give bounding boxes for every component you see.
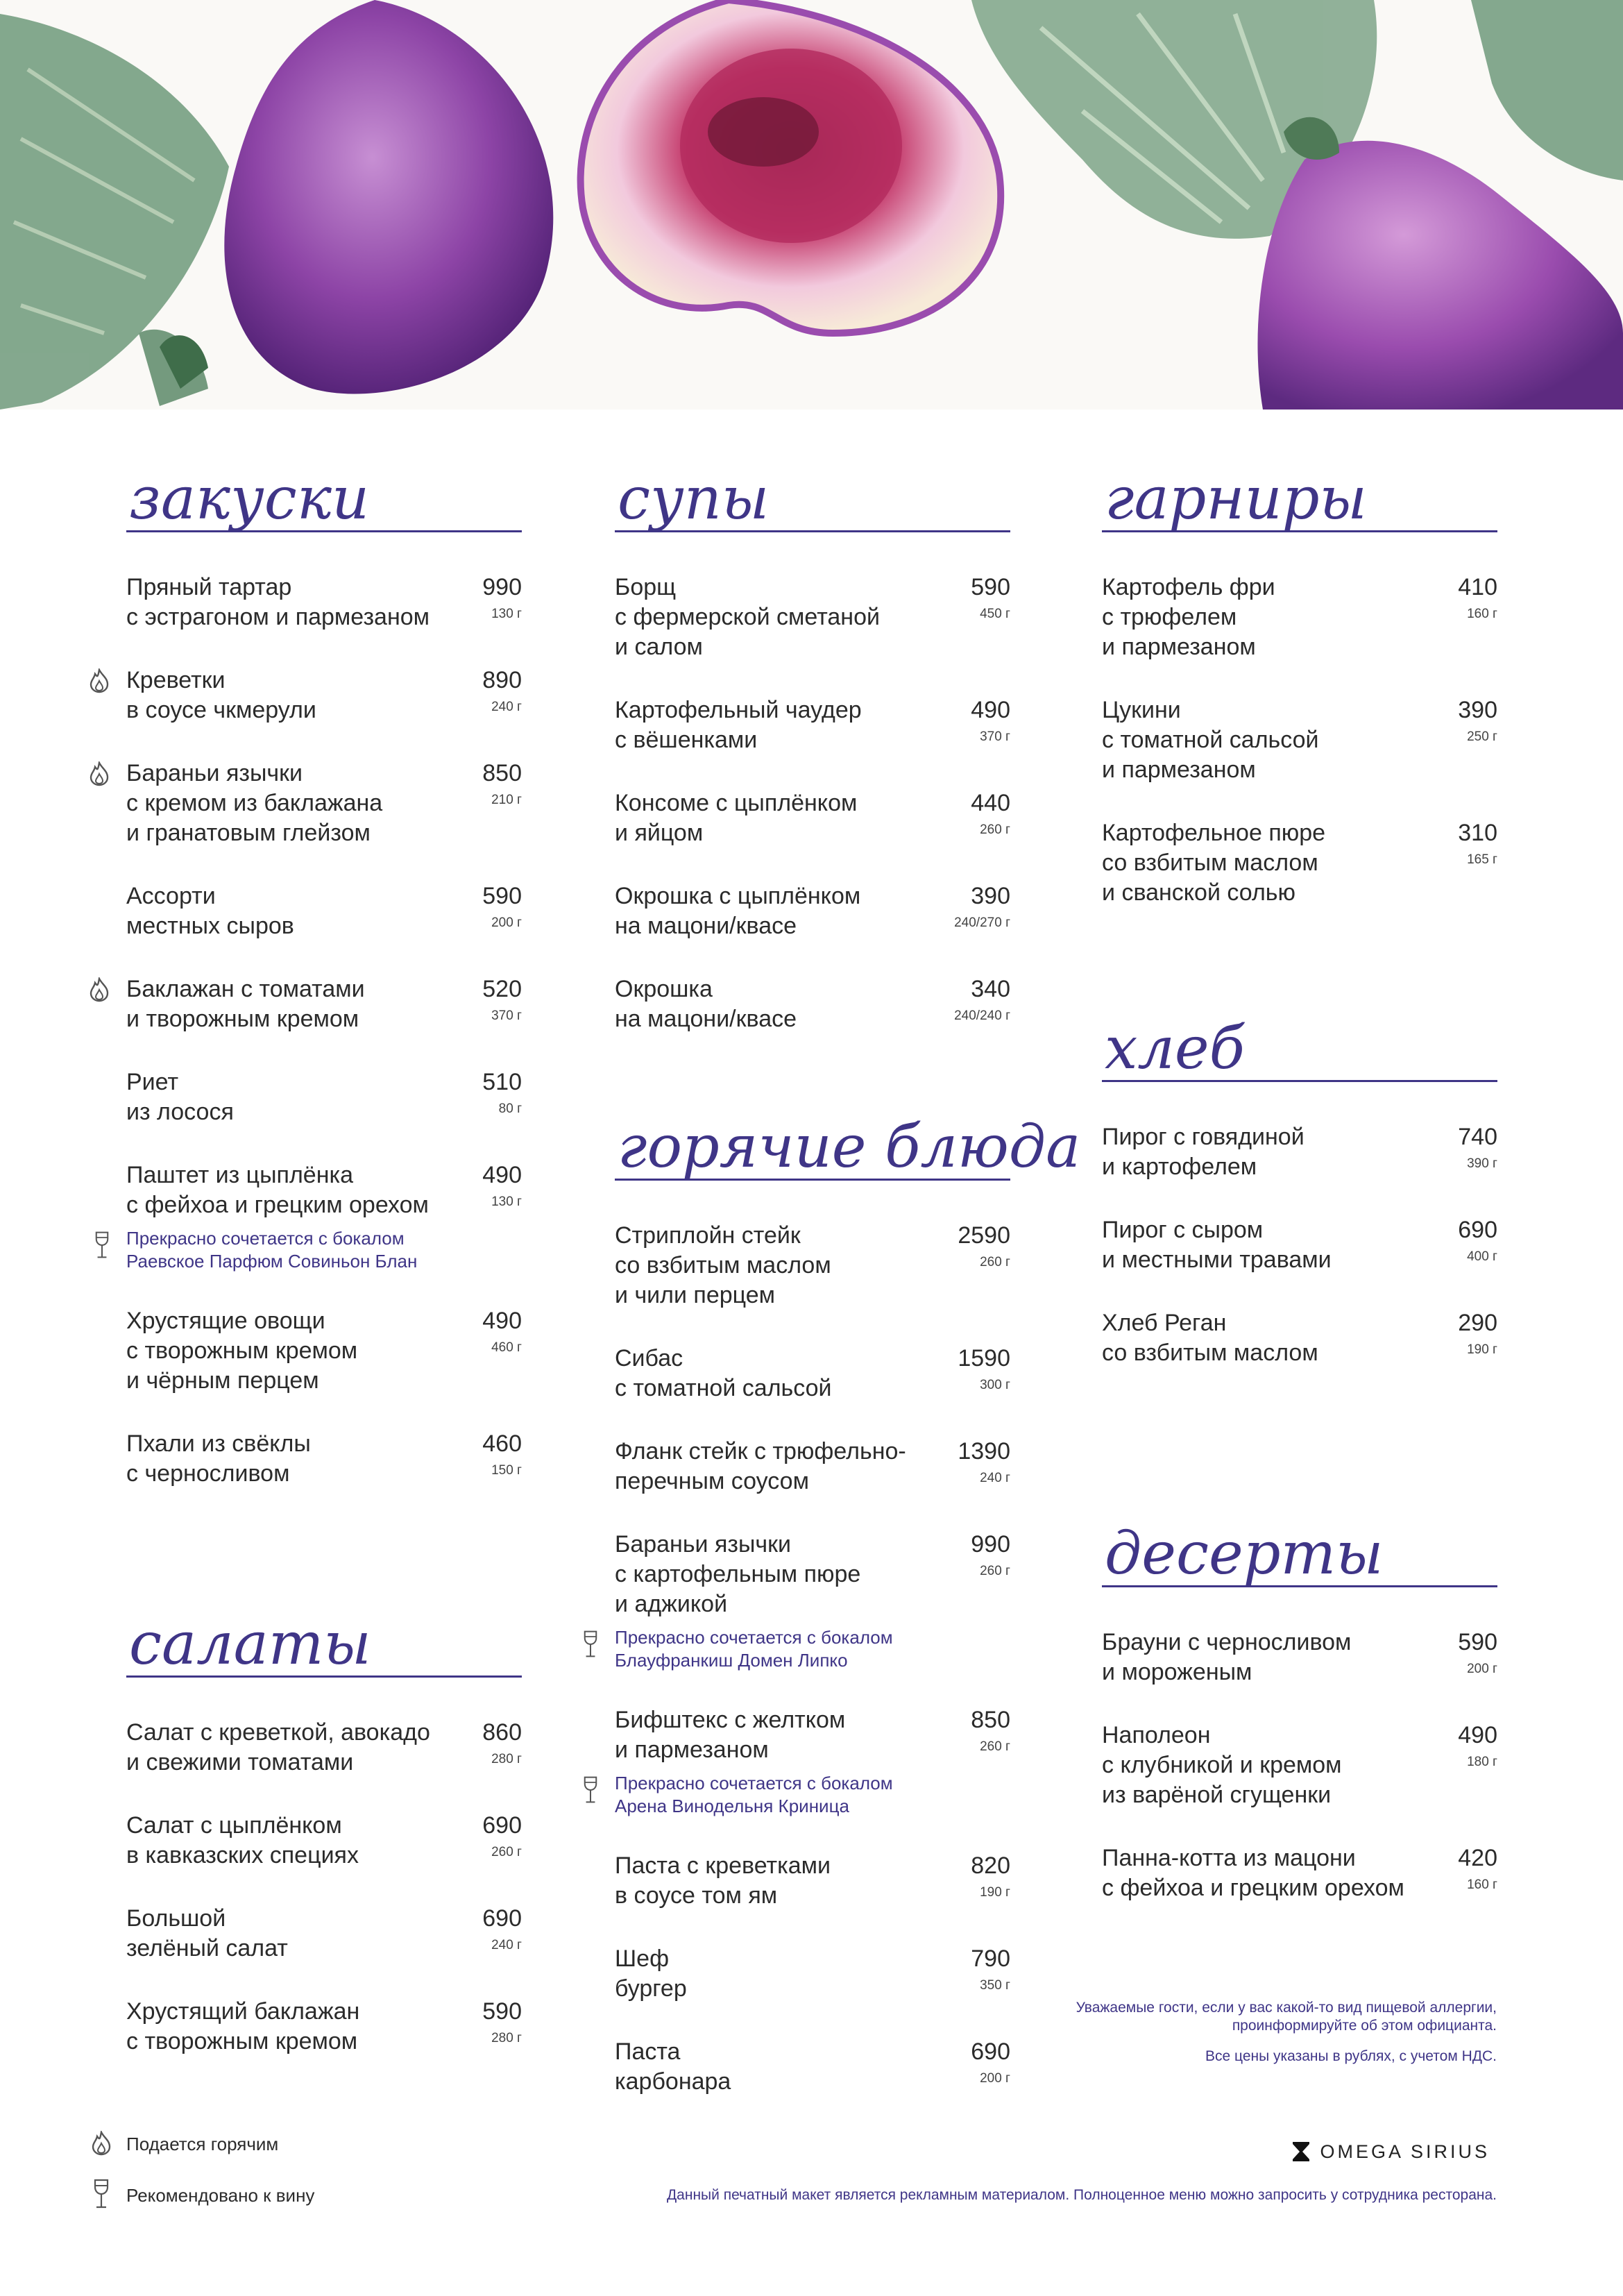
section-salaty [126, 1612, 522, 2090]
section-title: салаты [126, 1612, 522, 1678]
item-price: 850 [971, 1707, 1010, 1733]
notes [997, 1999, 1497, 2066]
item-price: 590 [971, 574, 1010, 600]
wine-glass-icon [583, 1775, 598, 1805]
item-name: Консоме с цыплёнком и яйцом [615, 790, 858, 846]
menu-item [615, 1851, 1010, 1911]
item-price: 850 [482, 760, 522, 786]
item-weight: 200 г [980, 2071, 1010, 2086]
menu-item [126, 1904, 522, 1964]
menu-item [126, 1160, 522, 1273]
item-weight: 260 г [491, 1845, 522, 1859]
hourglass-logo-icon [1292, 2141, 1310, 2162]
wine-glass-icon [94, 1230, 110, 1260]
item-name: Брауни с черносливом и мороженым [1102, 1629, 1352, 1685]
item-weight: 350 г [980, 1978, 1010, 1993]
section-title: супы [615, 466, 1010, 532]
menu-item [615, 1344, 1010, 1403]
item-price: 890 [482, 667, 522, 693]
item-weight: 80 г [498, 1101, 522, 1116]
item-price: 690 [971, 2038, 1010, 2065]
section-garniry [1102, 466, 1497, 941]
item-weight: 190 г [1467, 1342, 1497, 1357]
item-weight: 400 г [1467, 1249, 1497, 1264]
item-weight: 160 г [1467, 607, 1497, 621]
menu-item [615, 788, 1010, 848]
item-price: 440 [971, 790, 1010, 816]
brand-name: OMEGA SIRIUS [1320, 2141, 1490, 2162]
menu-item [126, 1997, 522, 2057]
salaty-list [126, 1718, 522, 2057]
item-name: Картофельный чаудер с вёшенками [615, 697, 862, 753]
fig-whole-left [224, 0, 553, 394]
item-name: Фланк стейк с трюфельно- перечным соусом [615, 1438, 906, 1494]
item-weight: 460 г [491, 1340, 522, 1355]
menu-item [615, 695, 1010, 755]
item-name: Паштет из цыплёнка с фейхоа и грецким орехом [126, 1162, 429, 1218]
item-weight: 180 г [1467, 1755, 1497, 1769]
item-name: Пирог с сыром и местными травами [1102, 1217, 1332, 1273]
item-weight: 165 г [1467, 852, 1497, 867]
section-deserty [1102, 1521, 1497, 1936]
item-price: 390 [1458, 697, 1497, 723]
item-name: Бараньи язычки с картофельным пюре и аджикой [615, 1531, 861, 1617]
menu-item [615, 974, 1010, 1034]
supy-list [615, 573, 1010, 1034]
item-weight: 260 г [980, 822, 1010, 837]
menu-item [615, 881, 1010, 941]
item-name: Стриплойн стейк со взбитым маслом и чили перцем [615, 1222, 831, 1308]
item-name: Паста с креветками в соусе том ям [615, 1852, 831, 1909]
item-weight: 250 г [1467, 729, 1497, 744]
garniry-list [1102, 573, 1497, 908]
menu-item [1102, 1721, 1497, 1810]
allergy-note: Уважаемые гости, если у вас какой-то вид пищевой аллергии, проинформируйте об этом официанта. [1076, 2000, 1497, 2034]
item-price: 690 [482, 1812, 522, 1839]
menu-item [1102, 1215, 1497, 1275]
item-name: Сибас с томатной сальсой [615, 1345, 832, 1401]
item-weight: 390 г [1467, 1156, 1497, 1171]
legend-hot-text: Подается горячим [126, 2134, 279, 2154]
menu-item [126, 1429, 522, 1489]
menu-item [615, 573, 1010, 662]
item-name: Панна-котта из мацони с фейхоа и грецким орехом [1102, 1845, 1404, 1901]
item-name: Риет из лосося [126, 1069, 234, 1125]
menu-item [126, 759, 522, 848]
item-price: 690 [1458, 1217, 1497, 1243]
item-price: 340 [971, 976, 1010, 1002]
item-weight: 450 г [980, 607, 1010, 621]
menu-item [126, 573, 522, 632]
item-price: 2590 [958, 1222, 1010, 1249]
menu-item [1102, 818, 1497, 908]
item-name: Салат с креветкой, авокадо и свежими томатами [126, 1719, 430, 1775]
item-price: 590 [482, 883, 522, 909]
item-weight: 200 г [491, 915, 522, 930]
menu-item [126, 974, 522, 1034]
pairing-text: Прекрасно сочетается с бокалом Раевское Парфюм Совиньон Блан [126, 1228, 418, 1272]
item-price: 290 [1458, 1310, 1497, 1336]
fig-illustration [0, 0, 1623, 410]
menu-item [126, 666, 522, 725]
item-weight: 160 г [1467, 1877, 1497, 1892]
item-price: 1590 [958, 1345, 1010, 1371]
menu-item [1102, 1628, 1497, 1687]
item-price: 990 [482, 574, 522, 600]
item-name: Картофель фри с трюфелем и пармезаном [1102, 574, 1275, 660]
item-price: 740 [1458, 1124, 1497, 1150]
menu-item [615, 2037, 1010, 2097]
item-weight: 130 г [491, 1195, 522, 1209]
section-title: хлеб [1102, 1016, 1497, 1082]
menu-item [126, 1067, 522, 1127]
section-title: закуски [126, 466, 522, 532]
item-price: 490 [482, 1308, 522, 1334]
header-illustration [0, 0, 1623, 410]
item-price: 860 [482, 1719, 522, 1746]
item-weight: 260 г [980, 1739, 1010, 1754]
item-weight: 260 г [980, 1255, 1010, 1269]
item-weight: 300 г [980, 1378, 1010, 1392]
item-weight: 190 г [980, 1885, 1010, 1900]
item-price: 1390 [958, 1438, 1010, 1464]
wine-pairing [126, 1227, 522, 1273]
item-price: 520 [482, 976, 522, 1002]
fig-whole-right [1258, 141, 1623, 410]
pairing-text: Прекрасно сочетается с бокалом Арена Винодельня Криница [615, 1773, 893, 1816]
menu-item [1102, 1122, 1497, 1182]
item-weight: 240/240 г [954, 1008, 1010, 1023]
section-goryachie [615, 1113, 1081, 2130]
brand-logo [1292, 2139, 1490, 2164]
zakuski-list [126, 573, 522, 1489]
item-weight: 240/270 г [954, 915, 1010, 930]
item-price: 490 [971, 697, 1010, 723]
menu-item [615, 1530, 1010, 1672]
flame-icon [87, 977, 111, 1002]
item-weight: 280 г [491, 2031, 522, 2045]
item-name: Креветки в соусе чкмерули [126, 667, 316, 723]
item-weight: 240 г [980, 1471, 1010, 1485]
item-weight: 150 г [491, 1463, 522, 1478]
item-name: Большой зелёный салат [126, 1905, 288, 1961]
item-name: Бараньи язычки с кремом из баклажана и гранатовым глейзом [126, 760, 383, 846]
section-hleb [1102, 1016, 1497, 1401]
item-name: Ассорти местных сыров [126, 883, 294, 939]
section-zakuski [126, 466, 522, 1522]
item-name: Паста карбонара [615, 2038, 731, 2095]
pairing-text: Прекрасно сочетается с бокалом Блауфранкиш Домен Липко [615, 1627, 893, 1671]
item-name: Хрустящие овощи с творожным кремом и чёрным перцем [126, 1308, 358, 1394]
menu-item [126, 1811, 522, 1871]
item-name: Шеф бургер [615, 1945, 687, 2002]
item-price: 460 [482, 1430, 522, 1457]
item-name: Наполеон с клубникой и кремом из варёной сгущенки [1102, 1722, 1342, 1808]
section-supy [615, 466, 1010, 1067]
prices-note: Все цены указаны в рублях, с учетом НДС. [1205, 2048, 1497, 2064]
item-name: Окрошка на мацони/квасе [615, 976, 797, 1032]
menu-item [1102, 573, 1497, 662]
menu-item [615, 1944, 1010, 2004]
item-name: Окрошка с цыплёнком на мацони/квасе [615, 883, 861, 939]
item-name: Салат с цыплёнком в кавказских специях [126, 1812, 359, 1868]
item-price: 990 [971, 1531, 1010, 1558]
wine-pairing [615, 1772, 1010, 1818]
wine-pairing [615, 1626, 1010, 1672]
item-weight: 240 г [491, 1938, 522, 1952]
item-price: 590 [1458, 1629, 1497, 1655]
item-price: 310 [1458, 820, 1497, 846]
item-name: Баклажан с томатами и творожным кремом [126, 976, 365, 1032]
item-price: 390 [971, 883, 1010, 909]
legend-wine-text: Рекомендовано к вину [126, 2185, 315, 2206]
item-name: Пряный тартар с эстрагоном и пармезаном [126, 574, 430, 630]
item-name: Картофельное пюре со взбитым маслом и сванской солью [1102, 820, 1326, 906]
item-weight: 280 г [491, 1752, 522, 1766]
flame-icon [87, 668, 111, 693]
section-title: десерты [1102, 1521, 1497, 1587]
flame-icon [87, 761, 111, 786]
item-weight: 370 г [491, 1008, 522, 1023]
item-weight: 130 г [491, 607, 522, 621]
menu-item [126, 881, 522, 941]
item-price: 410 [1458, 574, 1497, 600]
menu-item [1102, 1308, 1497, 1368]
item-name: Пхали из свёклы с черносливом [126, 1430, 311, 1487]
wine-glass-icon [583, 1629, 598, 1660]
menu-item [1102, 695, 1497, 785]
item-price: 690 [482, 1905, 522, 1932]
menu-item [615, 1437, 1010, 1496]
disclaimer: Данный печатный макет является рекламным материалом. Полноценное меню можно запросить у сотрудника ресторана. [666, 2187, 1497, 2203]
section-title: гарниры [1102, 466, 1497, 532]
menu-item [615, 1221, 1010, 1310]
wine-glass-icon [93, 2179, 110, 2209]
menu-item [126, 1718, 522, 1778]
item-weight: 370 г [980, 729, 1010, 744]
flame-icon [90, 2131, 112, 2156]
goryachie-list [615, 1221, 1010, 2097]
section-title: горячие блюда [615, 1115, 1010, 1181]
item-name: Хлеб Реган со взбитым маслом [1102, 1310, 1318, 1366]
item-weight: 200 г [1467, 1662, 1497, 1676]
item-price: 420 [1458, 1845, 1497, 1871]
item-price: 490 [482, 1162, 522, 1188]
item-weight: 240 г [491, 700, 522, 714]
menu-item [126, 1306, 522, 1396]
item-name: Бифштекс с желтком и пармезаном [615, 1707, 846, 1763]
item-price: 490 [1458, 1722, 1497, 1748]
deserty-list [1102, 1628, 1497, 1903]
menu-item [1102, 1843, 1497, 1903]
menu-item [615, 1705, 1010, 1818]
hleb-list [1102, 1122, 1497, 1368]
item-weight: 210 г [491, 793, 522, 807]
item-price: 590 [482, 1998, 522, 2025]
item-name: Хрустящий баклажан с творожным кремом [126, 1998, 360, 2054]
item-price: 790 [971, 1945, 1010, 1972]
item-name: Борщ с фермерской сметаной и салом [615, 574, 880, 660]
item-name: Пирог с говядиной и картофелем [1102, 1124, 1305, 1180]
item-price: 820 [971, 1852, 1010, 1879]
item-weight: 260 г [980, 1564, 1010, 1578]
item-name: Цукини с томатной сальсой и пармезаном [1102, 697, 1319, 783]
item-price: 510 [482, 1069, 522, 1095]
